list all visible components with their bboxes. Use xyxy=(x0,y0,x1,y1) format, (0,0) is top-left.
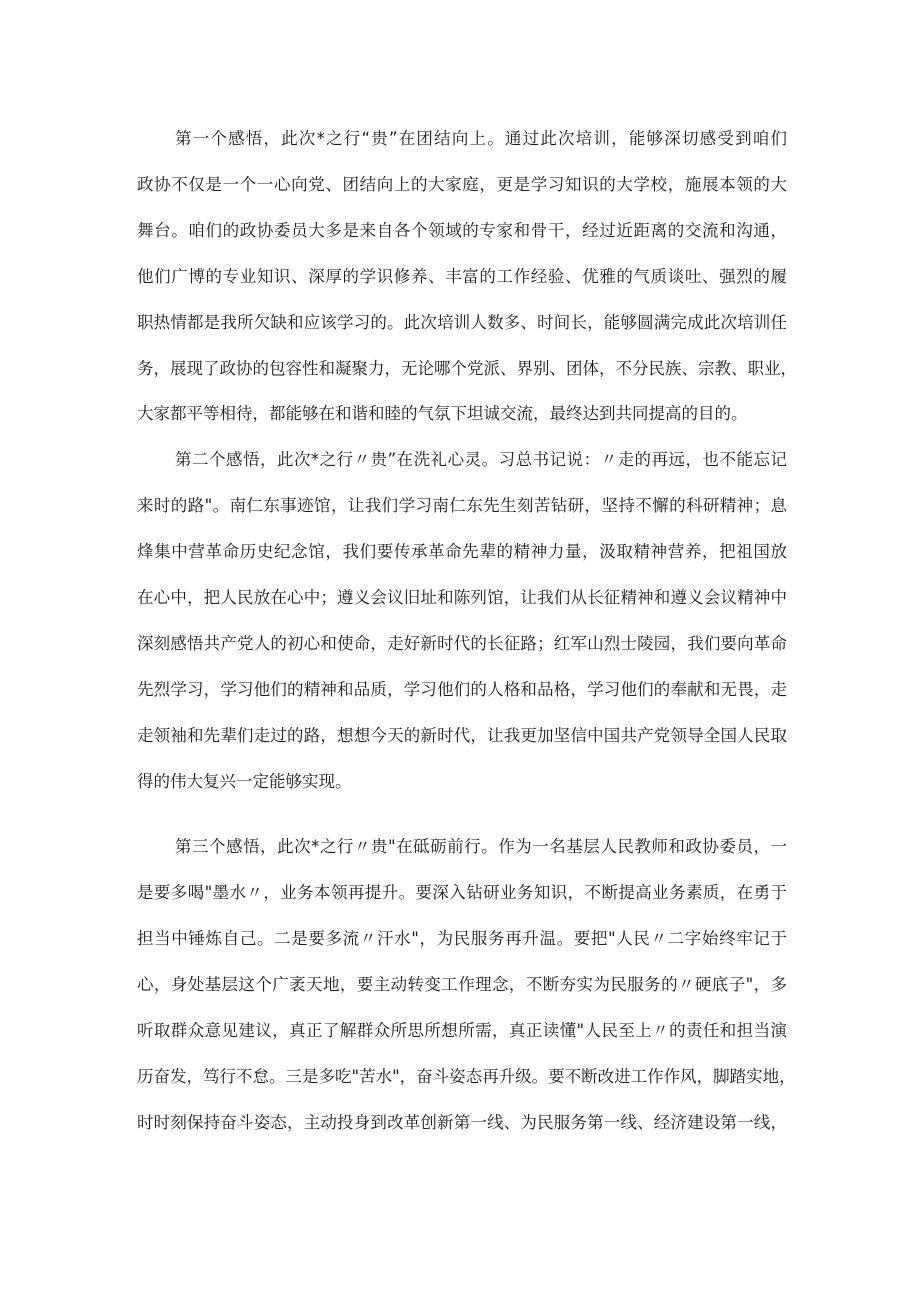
paragraph-line: 深刻感悟共产党人的初心和使命，走好新时代的长征路；红军山烈士陵园，我们要向革命 xyxy=(137,634,787,653)
paragraph-line: 烽集中营革命历史纪念馆，我们要传承革命先辈的精神力量，汲取精神营养，把祖国放 xyxy=(137,542,787,561)
paragraph-line: 来时的路"。南仁东事迹馆，让我们学习南仁东先生刻苦钻研，坚持不懈的科研精神；息 xyxy=(137,496,787,515)
paragraph-line: 第三个感悟，此次*之行〃贵"在砥砺前行。作为一名基层人民教师和政协委员，一 xyxy=(175,837,787,856)
paragraph-line: 第二个感悟，此次*之行〃贵”在洗礼心灵。习总书记说：〃走的再远，也不能忘记 xyxy=(175,450,787,469)
paragraph-line: 第一个感悟，此次*之行“贵”在团结向上。通过此次培训，能够深切感受到咱们 xyxy=(175,129,787,148)
paragraph-line: 务，展现了政协的包容性和凝聚力，无论哪个党派、界别、团体，不分民族、宗教、职业， xyxy=(137,359,797,378)
paragraph-line: 舞台。咱们的政协委员大多是来自各个领域的专家和骨干，经过近距离的交流和沟通， xyxy=(137,221,787,240)
paragraph-line: 他们广博的专业知识、深厚的学识修养、丰富的工作经验、优雅的气质谈吐、强烈的履 xyxy=(137,267,787,286)
paragraph-line: 时时刻保持奋斗姿态，主动投身到改革创新第一线、为民服务第一线、经济建设第一线， xyxy=(137,1113,787,1132)
paragraph-line: 听取群众意见建议，真正了解群众所思所想所需，真正读懂"人民至上〃的责任和担当演 xyxy=(137,1021,787,1040)
paragraph-line: 职热情都是我所欠缺和应该学习的。此次培训人数多、时间长，能够圆满完成此次培训任 xyxy=(137,313,787,332)
paragraph-line: 政协不仅是一个一心向党、团结向上的大家庭，更是学习知识的大学校，施展本领的大 xyxy=(137,175,787,194)
paragraph-line: 在心中，把人民放在心中；遵义会议旧址和陈列馆，让我们从长征精神和遵义会议精神中 xyxy=(137,588,787,607)
paragraph-line: 历奋发，笃行不怠。三是多吃"苦水"，奋斗姿态再升级。要不断改进工作作风，脚踏实地， xyxy=(137,1067,796,1086)
paragraph-line: 得的伟大复兴一定能够实现。 xyxy=(137,772,352,791)
paragraph-line: 先烈学习，学习他们的精神和品质，学习他们的人格和品格，学习他们的奉献和无畏，走 xyxy=(137,680,787,699)
paragraph-line: 大家都平等相待，都能够在和谐和睦的气氛下坦诚交流，最终达到共同提高的目的。 xyxy=(137,404,748,423)
paragraph-line: 心，身处基层这个广袤天地，要主动转变工作理念，不断夯实为民服务的〃硬底子"，多 xyxy=(137,975,787,994)
paragraph-line: 走领袖和先辈们走过的路，想想今天的新时代，让我更加坚信中国共产党领导全国人民取 xyxy=(137,726,787,745)
paragraph-line: 是要多喝"墨水〃，业务本领再提升。要深入钻研业务知识，不断提高业务素质，在勇于 xyxy=(137,883,787,902)
paragraph-line: 担当中锤炼自己。二是要多流〃汗水"，为民服务再升温。要把"人民〃二字始终牢记于 xyxy=(137,929,787,948)
